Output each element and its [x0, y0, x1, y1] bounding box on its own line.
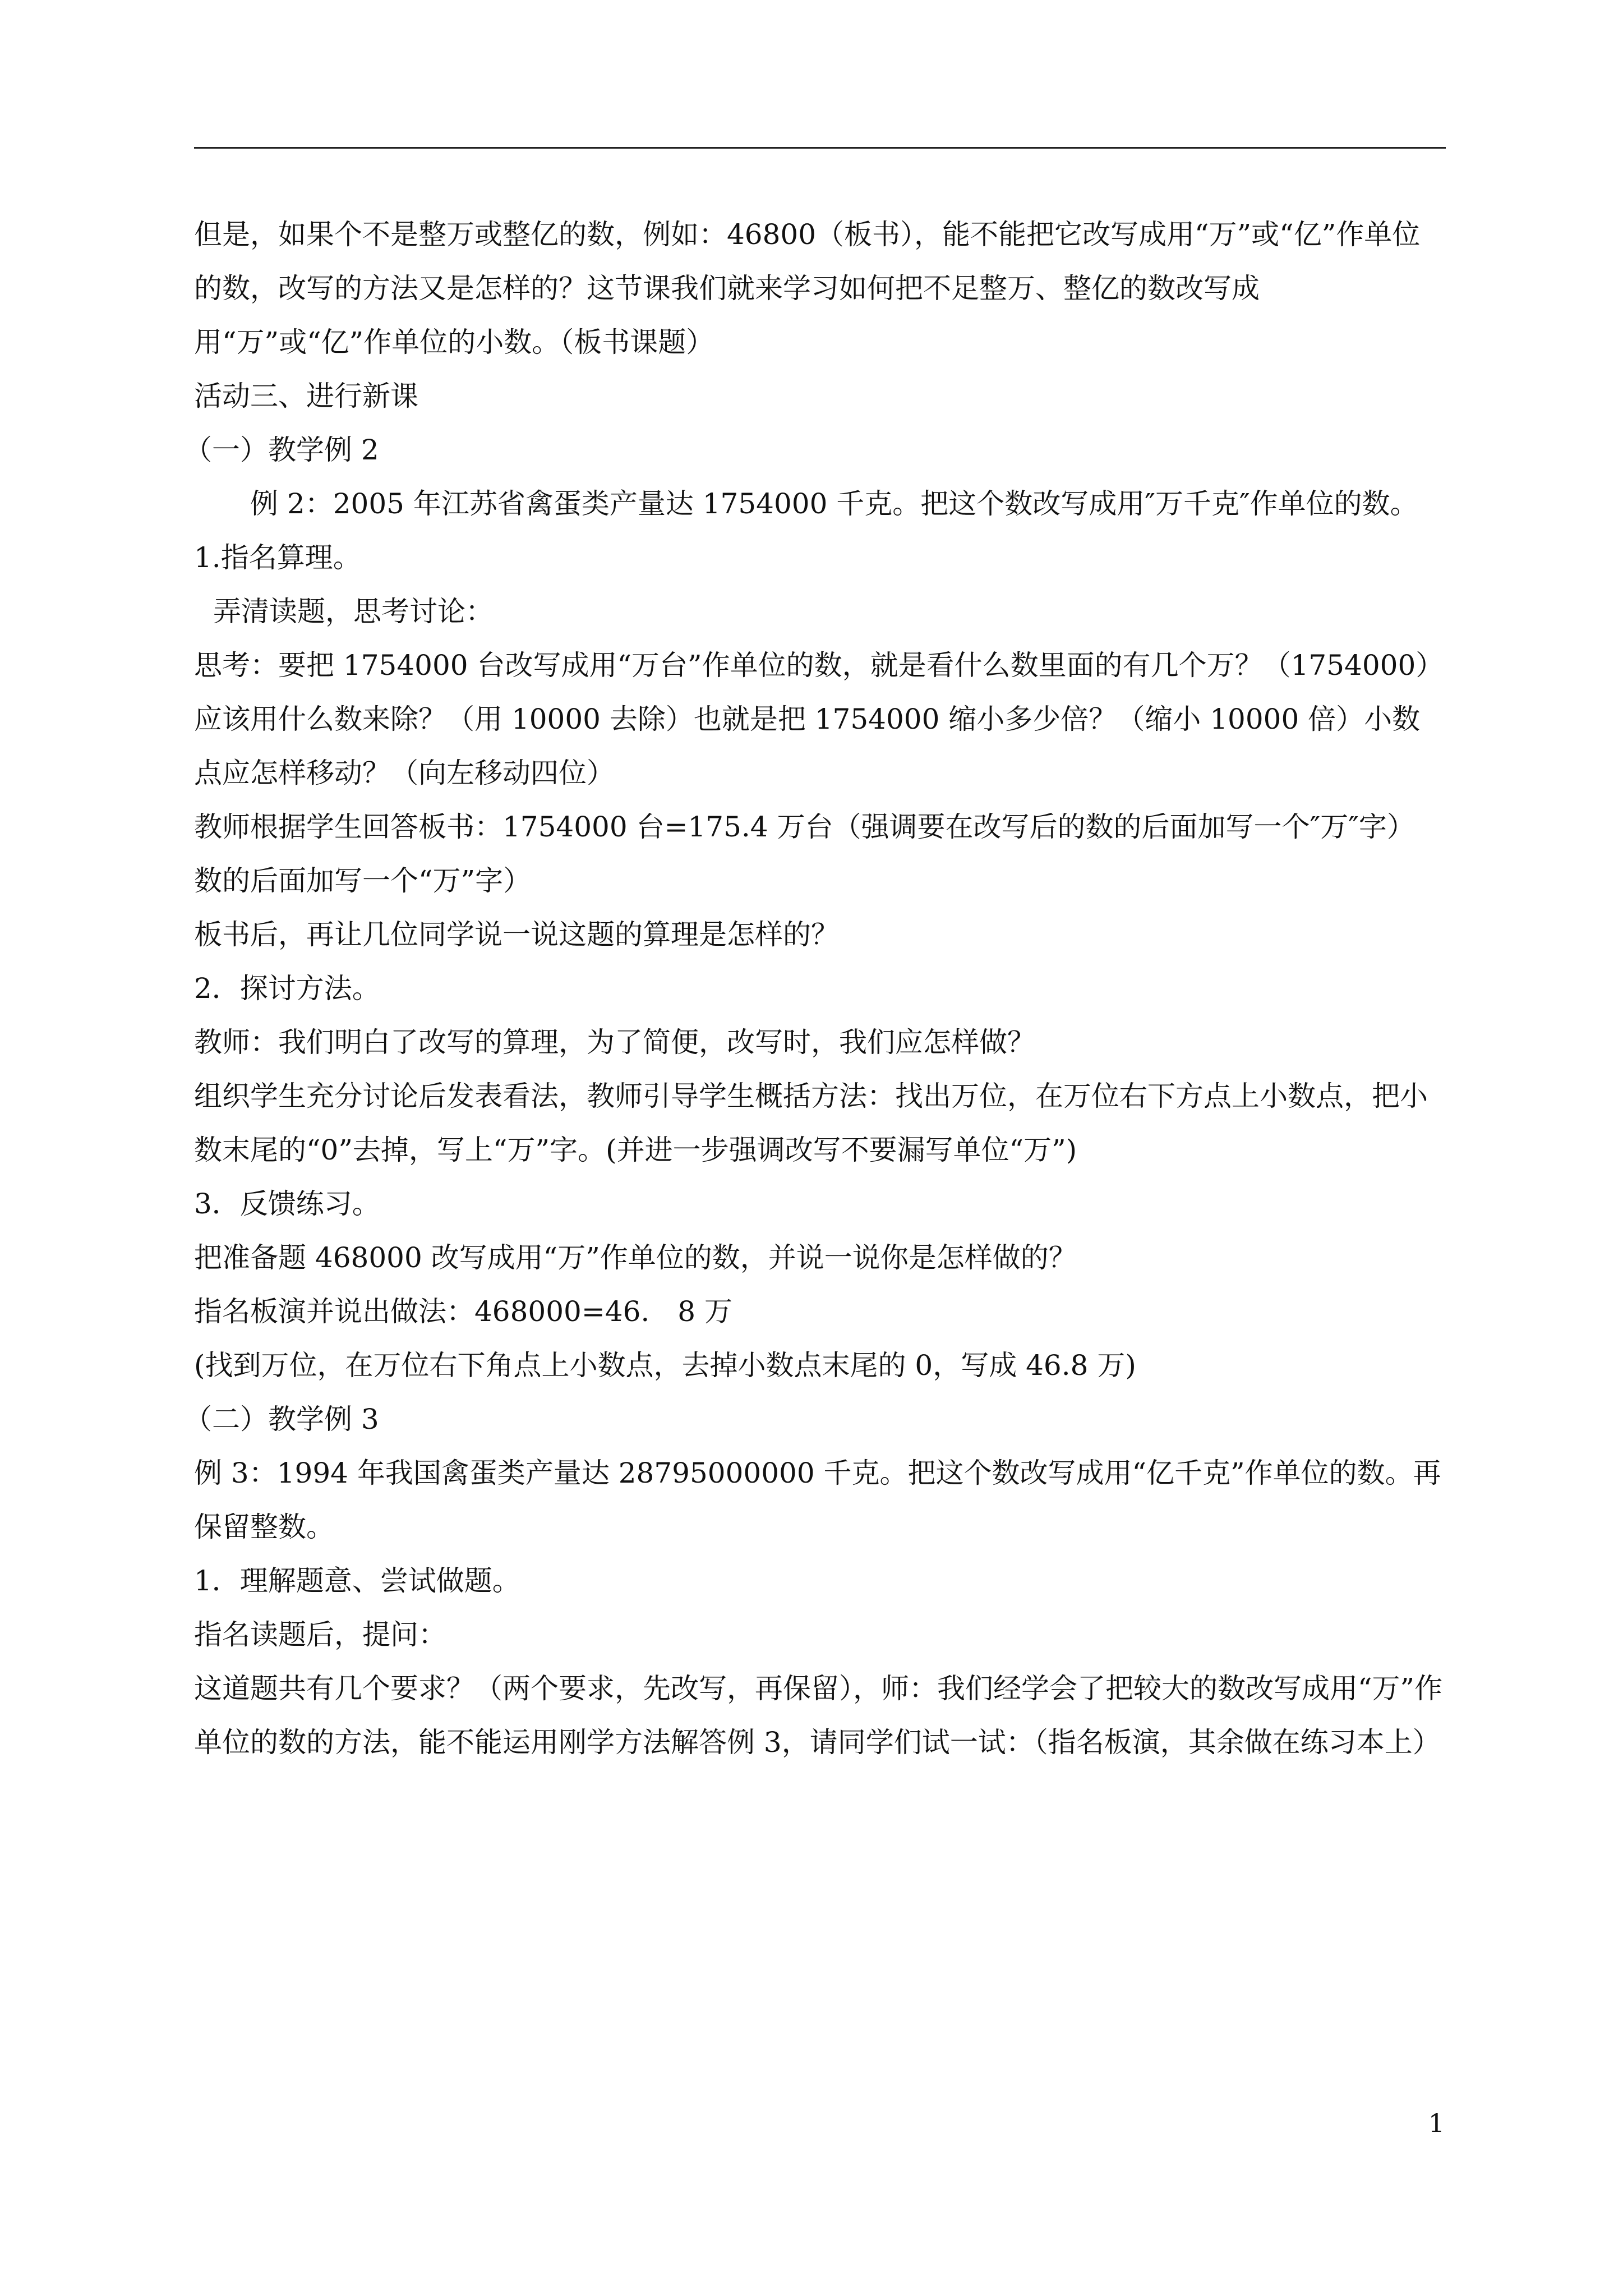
header-rule: [194, 147, 1446, 149]
paragraph-requirements: 这道题共有几个要求？（两个要求，先改写，再保留），师：我们经学会了把较大的数改写成用“万”作单位的数的方法，能不能运用刚学方法解答例 3，请同学们试一试：（指名板演，其余做在练习本上）: [194, 1672, 1443, 1759]
example-3-statement: 例 3：1994 年我国禽蛋类产量达 28795000000 千克。把这个数改写成用“亿千克”作单位的数。再保留整数。: [194, 1457, 1441, 1543]
paragraph-practice-explanation: (找到万位，在万位右下角点上小数点，去掉小数点末尾的 0，写成 46.8 万): [194, 1349, 1136, 1382]
paragraph-board-writing-continued: 数的后面加写一个“万”字）: [194, 864, 532, 897]
document-body: [184, 208, 1446, 1769]
subsection-heading-example-3: （二）教学例 3: [184, 1403, 379, 1435]
paragraph-intro: 但是，如果个不是整万或整亿的数，例如：46800（板书），能不能把它改写成用“万”或“亿”作单位的数，改写的方法又是怎样的？这节课我们就来学习如何把不足整万、整亿的数改写成用“万”或“亿”作单位的小数。（板书课题）: [194, 218, 1421, 358]
subsection-heading-example-2: （一）教学例 2: [184, 434, 379, 466]
example-2-statement: 例 2：2005 年江苏省禽蛋类产量达 1754000 千克。把这个数改写成用″万千克″作单位的数。: [250, 487, 1418, 520]
paragraph-practice-task: 把准备题 468000 改写成用“万”作单位的数，并说一说你是怎样做的？: [194, 1241, 1077, 1274]
step-1-understand-heading: 1．理解题意、尝试做题。: [194, 1565, 520, 1597]
paragraph-method-summary: 组织学生充分讨论后发表看法，教师引导学生概括方法：找出万位，在万位右下方点上小数点，把小数末尾的“0”去掉，写上“万”字。(并进一步强调改写不要漏写单位“万”): [194, 1080, 1428, 1166]
step-2-heading: 2．探讨方法。: [194, 972, 380, 1005]
section-heading-activity-3: 活动三、进行新课: [194, 380, 418, 412]
paragraph-practice-answer: 指名板演并说出做法：468000=46. 8 万: [194, 1295, 732, 1328]
paragraph-teacher-question: 教师：我们明白了改写的算理，为了简便，改写时，我们应怎样做？: [194, 1026, 1035, 1059]
page-number: 1: [1428, 2108, 1445, 2138]
step-1-heading: 1.指名算理。: [194, 541, 361, 574]
step-3-heading: 3．反馈练习。: [194, 1188, 380, 1220]
paragraph-after-board: 板书后，再让几位同学说一说这题的算理是怎样的？: [194, 918, 839, 951]
paragraph-read-discuss: 弄清读题，思考讨论：: [213, 595, 494, 628]
paragraph-thinking: 思考：要把 1754000 台改写成用“万台”作单位的数，就是看什么数里面的有几个万？（1754000）应该用什么数来除？（用 10000 去除）也就是把 1754000 缩小多少倍？（缩小 10000 倍）小数点应怎样移动？（向左移动四位）: [194, 649, 1444, 789]
paragraph-question-prompt: 指名读题后，提问：: [194, 1618, 446, 1651]
paragraph-board-writing: 教师根据学生回答板书：1754000 台=175.4 万台（强调要在改写后的数的后面加写一个″万″字）: [194, 811, 1415, 843]
